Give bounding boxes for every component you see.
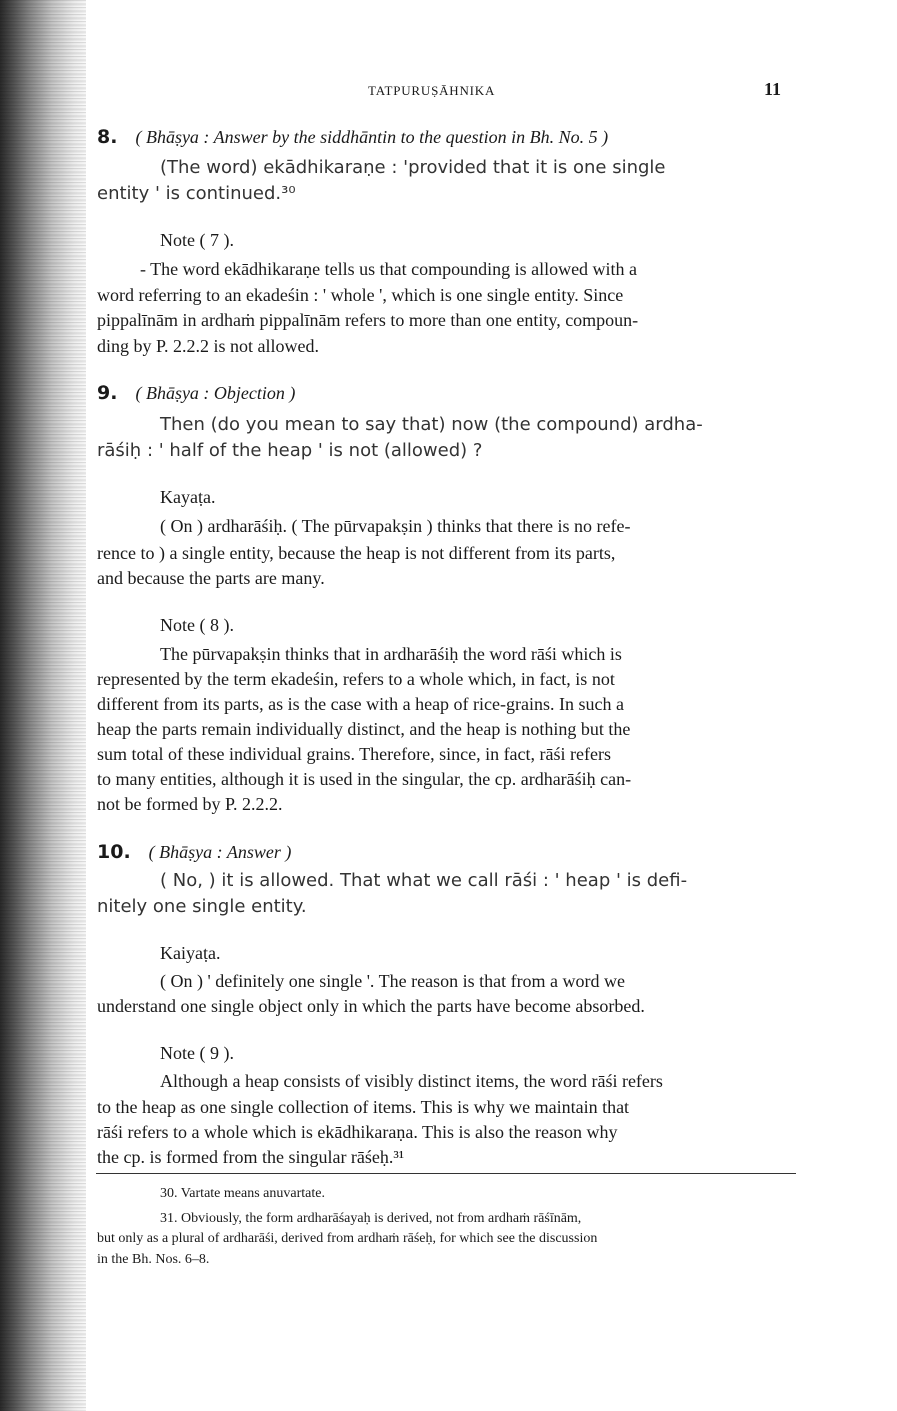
text-line: rence to ) a single entity, because the heap is not different from its parts, xyxy=(97,543,616,563)
text-line: Although a heap consists of visibly distinct items, the word rāśi refers xyxy=(160,1071,663,1091)
footnote: 31. Obviously, the form ardharāśayaḥ is derived, not from ardhaṁ rāśīnām, xyxy=(160,1211,582,1226)
note-label: Note ( 9 ). xyxy=(160,1043,234,1063)
page-number: 11 xyxy=(764,79,782,99)
text-line: different from its parts, as is the case with a heap of rice-grains. In such a xyxy=(97,694,624,714)
kaiyata-label: Kaiyaṭa. xyxy=(160,943,221,963)
note-label: Note ( 7 ). xyxy=(160,230,234,250)
text-line: The pūrvapakṣin thinks that in ardharāśiḥ the word rāśi which is xyxy=(160,644,622,664)
footnote: 30. Vartate means anuvartate. xyxy=(160,1186,325,1201)
text-line: and because the parts are many. xyxy=(97,568,325,588)
running-head: TATPURUṢĀHNIKA xyxy=(368,83,496,98)
kaiyata-label: Kayaṭa. xyxy=(160,487,216,507)
text-line: word referring to an ekadeśin : ' whole ', which is one single entity. Since xyxy=(97,285,624,305)
footnote: but only as a plural of ardharāśi, derived from ardhaṁ rāśeḥ, for which see the discussion xyxy=(97,1231,598,1246)
text-line: nitely one single entity. xyxy=(97,896,307,917)
section-title: ( Bhāṣya : Answer ) xyxy=(148,842,292,862)
text-line: heap the parts remain individually distinct, and the heap is nothing but the xyxy=(97,719,631,739)
text-line: ding by P. 2.2.2 is not allowed. xyxy=(97,336,320,356)
section-title: ( Bhāṣya : Objection ) xyxy=(135,383,296,403)
section-10-heading xyxy=(97,841,291,863)
text-line: ( No, ) it is allowed. That what we call rāśi : ' heap ' is defi- xyxy=(160,870,688,891)
text-line: pippalīnām in ardhaṁ pippalīnām refers to more than one entity, compoun- xyxy=(97,310,639,330)
text-line: sum total of these individual grains. Therefore, since, in fact, rāśi refers xyxy=(97,744,611,764)
note-label: Note ( 8 ). xyxy=(160,615,234,635)
text-line: not be formed by P. 2.2.2. xyxy=(97,794,283,814)
footnote-divider xyxy=(96,1173,796,1174)
text-line: to many entities, although it is used in the singular, the cp. ardharāśiḥ can- xyxy=(97,769,632,789)
text-line: understand one single object only in which the parts have become absorbed. xyxy=(97,996,645,1016)
text-line: - The word ekādhikaraṇe tells us that compounding is allowed with a xyxy=(140,259,638,279)
section-9-heading xyxy=(97,382,295,404)
section-number: 10. xyxy=(97,841,131,863)
section-8-heading xyxy=(97,126,608,148)
section-number: 9. xyxy=(97,382,118,404)
text-line: rāśiḥ : ' half of the heap ' is not (allowed) ? xyxy=(97,440,483,461)
text-line: Then (do you mean to say that) now (the compound) ardha- xyxy=(160,414,703,435)
text-line: ( On ) ' definitely one single '. The reason is that from a word we xyxy=(160,971,626,991)
text-line: to the heap as one single collection of items. This is why we maintain that xyxy=(97,1097,630,1117)
footnote: in the Bh. Nos. 6–8. xyxy=(97,1252,210,1267)
text-line: the cp. is formed from the singular rāśeḥ.³¹ xyxy=(97,1147,405,1167)
text-line: rāśi refers to a whole which is ekādhikaraṇa. This is also the reason why xyxy=(97,1122,618,1142)
text-line: entity ' is continued.³⁰ xyxy=(97,183,296,204)
text-line: (The word) ekādhikaraṇe : 'provided that it is one single xyxy=(160,157,666,178)
section-title: ( Bhāṣya : Answer by the siddhāntin to the question in Bh. No. 5 ) xyxy=(135,127,609,147)
section-number: 8. xyxy=(97,126,118,148)
text-line: ( On ) ardharāśiḥ. ( The pūrvapakṣin ) thinks that there is no refe- xyxy=(160,516,631,536)
text-line: represented by the term ekadeśin, refers to a whole which, in fact, is not xyxy=(97,669,615,689)
